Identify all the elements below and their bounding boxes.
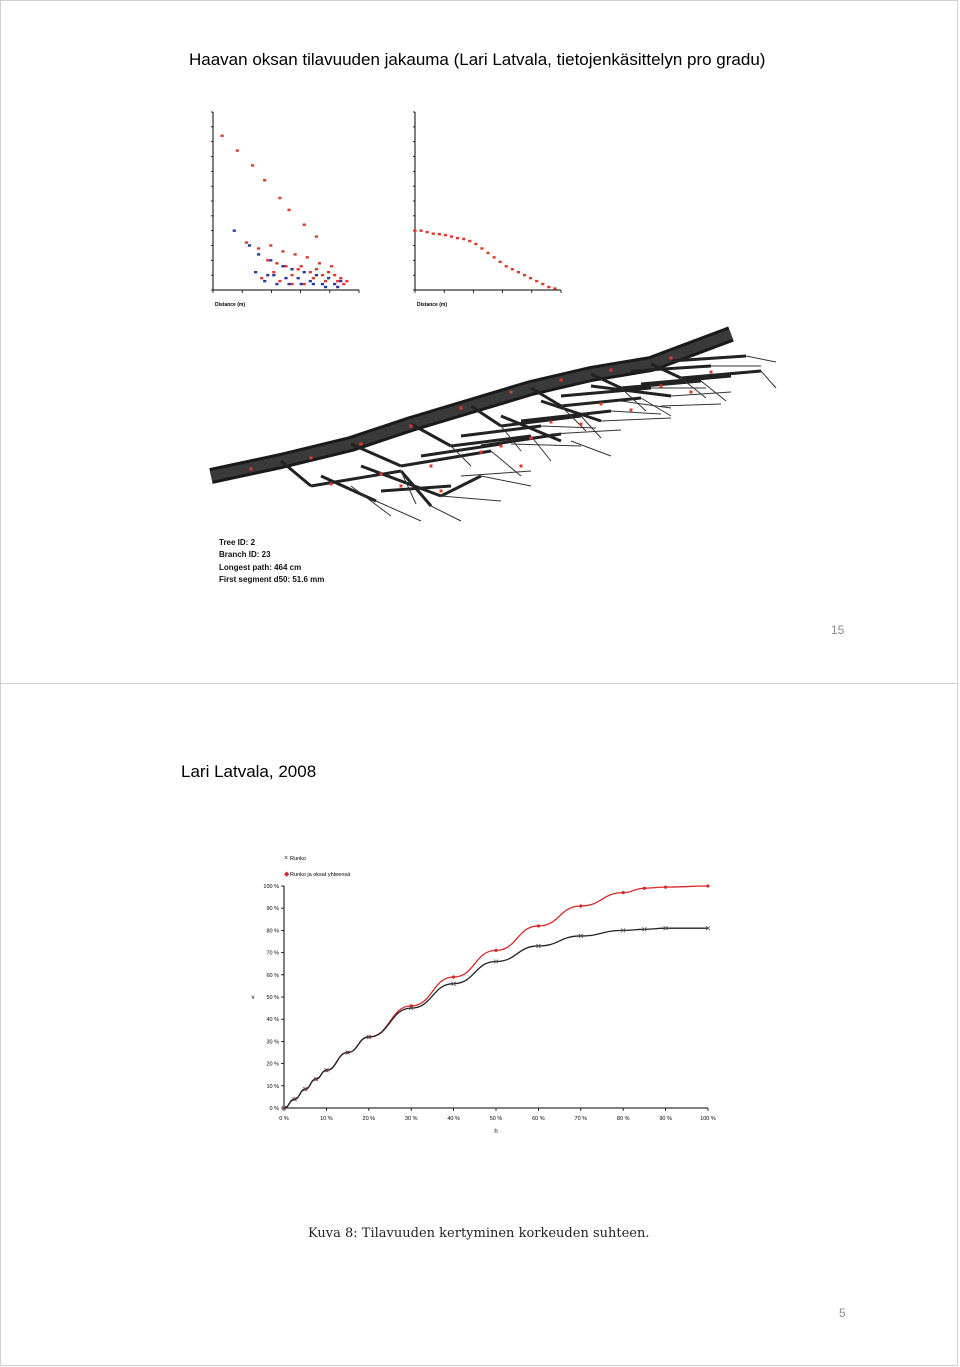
volume-accumulation-chart <box>240 845 730 1145</box>
node-marker <box>670 357 673 360</box>
x-tick-label: 40 % <box>447 1116 460 1122</box>
data-point <box>263 280 266 282</box>
data-point <box>236 149 239 151</box>
data-point <box>327 271 330 273</box>
series-point <box>494 949 497 952</box>
data-point <box>281 250 284 252</box>
slide-title: Lari Latvala, 2008 <box>181 762 317 781</box>
data-point <box>315 274 318 276</box>
data-point <box>492 256 495 258</box>
node-marker <box>580 423 583 426</box>
data-point <box>266 274 269 276</box>
data-point <box>266 259 269 261</box>
data-point <box>462 238 465 240</box>
x-tick-label: 70 % <box>574 1116 588 1122</box>
data-point <box>474 243 477 245</box>
data-point <box>303 271 306 273</box>
data-point <box>517 271 520 273</box>
series-point <box>643 887 646 890</box>
branch-segment <box>351 444 401 466</box>
x-axis-label: h <box>494 1129 498 1135</box>
y-tick-label: 20 % <box>266 1061 279 1068</box>
data-point <box>248 244 251 246</box>
twig <box>431 506 461 521</box>
data-point <box>245 241 248 243</box>
data-point <box>529 277 532 279</box>
twig <box>441 496 501 501</box>
y-tick-label: 90 % <box>266 906 279 913</box>
data-point <box>290 274 293 276</box>
twig <box>571 441 611 456</box>
data-point <box>278 197 281 199</box>
data-point <box>324 286 327 288</box>
y-tick-label: 0 % <box>269 1106 279 1112</box>
data-point <box>297 268 300 270</box>
data-point <box>419 229 422 231</box>
branch-3d-model <box>201 326 781 526</box>
twig <box>531 436 551 461</box>
data-point <box>432 232 435 234</box>
data-point <box>342 283 345 285</box>
twig <box>481 476 531 486</box>
data-point <box>257 253 260 255</box>
y-tick-label: 80 % <box>266 928 279 935</box>
series-line <box>284 928 708 1108</box>
data-point <box>281 265 284 267</box>
data-point <box>269 244 272 246</box>
y-tick-label: 40 % <box>266 1017 279 1024</box>
data-point <box>263 179 266 181</box>
data-point <box>333 274 336 276</box>
y-tick-label: 100 % <box>263 884 279 890</box>
series-line <box>284 886 708 1108</box>
data-point <box>327 277 330 279</box>
data-point <box>260 277 263 279</box>
node-marker <box>460 407 463 410</box>
data-point <box>413 229 416 231</box>
twig <box>621 401 671 408</box>
data-point <box>480 247 483 249</box>
data-point <box>315 235 318 237</box>
node-marker <box>330 483 333 486</box>
x-tick-label: 50 % <box>489 1116 503 1122</box>
node-marker <box>480 451 483 454</box>
data-point <box>300 283 303 285</box>
twig <box>541 426 596 428</box>
data-point <box>456 237 459 239</box>
data-point <box>535 280 538 282</box>
twig <box>701 381 726 401</box>
data-point <box>511 268 514 270</box>
data-point <box>287 283 290 285</box>
branch-diameter-scatter <box>199 106 365 314</box>
data-point <box>438 233 441 235</box>
node-marker <box>430 465 433 468</box>
data-point <box>553 287 556 289</box>
data-point <box>505 265 508 267</box>
data-point <box>233 229 236 231</box>
data-point <box>284 277 287 279</box>
data-point <box>269 259 272 261</box>
figure-caption: Kuva 8: Tilavuuden kertyminen korkeuden suhteen. <box>308 1226 650 1241</box>
twig <box>746 356 776 362</box>
branch-id: Branch ID: 23 <box>219 550 271 560</box>
node-marker <box>410 425 413 428</box>
x-tick-label: 20 % <box>362 1116 376 1122</box>
data-point <box>336 280 339 282</box>
data-point <box>297 277 300 279</box>
series-point <box>622 891 625 894</box>
data-point <box>324 280 327 282</box>
legend-label: Runko <box>290 856 306 862</box>
twig <box>601 418 671 421</box>
x-tick-label: 100 % <box>700 1116 716 1122</box>
data-point <box>339 280 342 282</box>
x-axis-label: Distance (m) <box>215 302 246 308</box>
data-point <box>523 274 526 276</box>
data-point <box>444 234 447 236</box>
data-point <box>312 277 315 279</box>
data-point <box>254 271 257 273</box>
data-point <box>468 240 471 242</box>
y-tick-label: 30 % <box>266 1039 279 1046</box>
legend-marker: × <box>284 855 289 862</box>
data-point <box>426 231 429 233</box>
y-axis-label: v <box>251 995 255 1001</box>
data-point <box>336 286 339 288</box>
series-point <box>706 884 709 887</box>
node-marker <box>660 385 663 388</box>
y-tick-label: 10 % <box>266 1083 279 1090</box>
twig <box>661 404 721 406</box>
twig <box>671 392 731 396</box>
series-point <box>537 924 540 927</box>
slide-title: Haavan oksan tilavuuden jakauma (Lari Latvala, tietojenkäsittelyn pro gradu) <box>189 50 766 69</box>
data-point <box>330 265 333 267</box>
x-tick-label: 10 % <box>320 1116 333 1122</box>
node-marker <box>560 379 563 382</box>
data-point <box>275 283 278 285</box>
data-point <box>486 252 489 254</box>
x-tick-label: 30 % <box>404 1116 418 1122</box>
series-point <box>664 886 667 889</box>
x-tick-label: 80 % <box>616 1116 630 1122</box>
data-point <box>303 224 306 226</box>
data-point <box>278 280 281 282</box>
data-point <box>318 262 321 264</box>
node-marker <box>310 457 313 460</box>
node-marker <box>400 485 403 488</box>
y-tick-label: 60 % <box>266 972 279 979</box>
data-point <box>272 274 275 276</box>
first-segment-d50: First segment d50: 51.6 mm <box>219 575 325 585</box>
series-point <box>579 904 582 907</box>
tree-info-panel <box>219 537 324 587</box>
node-marker <box>250 468 253 471</box>
branch-volume-scatter <box>401 106 567 314</box>
data-point <box>294 253 297 255</box>
tree-id: Tree ID: 2 <box>219 538 256 547</box>
node-marker <box>550 421 553 424</box>
data-point <box>312 283 315 285</box>
node-marker <box>690 391 693 394</box>
data-point <box>300 265 303 267</box>
branch-segment <box>411 424 451 446</box>
data-point <box>321 274 324 276</box>
data-point <box>345 280 348 282</box>
data-point <box>290 283 293 285</box>
page-number: 5 <box>839 1306 846 1320</box>
branch-segment <box>361 466 441 496</box>
data-point <box>272 271 275 273</box>
node-marker <box>360 443 363 446</box>
x-tick-label: 0 % <box>279 1116 289 1122</box>
data-point <box>541 283 544 285</box>
legend-label: Runko ja oksat yhteensä <box>290 872 351 878</box>
legend-marker: ◆ <box>284 871 290 878</box>
data-point <box>547 286 550 288</box>
x-tick-label: 60 % <box>532 1116 545 1122</box>
data-point <box>499 261 502 263</box>
node-marker <box>610 369 613 372</box>
series-point <box>452 975 455 978</box>
data-point <box>251 164 254 166</box>
data-point <box>306 256 309 258</box>
x-axis-label: Distance (m) <box>417 302 448 308</box>
twig <box>511 444 581 446</box>
node-marker <box>530 437 533 440</box>
longest-path: Longest path: 464 cm <box>219 562 302 572</box>
node-marker <box>510 391 513 394</box>
node-marker <box>600 403 603 406</box>
data-point <box>315 268 318 270</box>
node-marker <box>500 445 503 448</box>
data-point <box>290 268 293 270</box>
data-point <box>309 271 312 273</box>
twig <box>611 411 661 414</box>
node-marker <box>630 409 633 412</box>
data-point <box>450 235 453 237</box>
data-point <box>321 283 324 285</box>
data-point <box>275 262 278 264</box>
twig <box>761 371 776 388</box>
data-point <box>287 209 290 211</box>
data-point <box>309 280 312 282</box>
page-number: 15 <box>831 623 845 637</box>
node-marker <box>440 490 443 493</box>
node-marker <box>520 465 523 468</box>
data-point <box>221 135 224 137</box>
x-tick-label: 90 % <box>659 1116 672 1122</box>
node-marker <box>710 371 713 374</box>
data-point <box>339 277 342 279</box>
data-point <box>333 283 336 285</box>
y-tick-label: 70 % <box>266 950 279 957</box>
y-tick-label: 50 % <box>266 995 279 1001</box>
data-point <box>257 247 260 249</box>
slide-15 <box>0 0 958 684</box>
data-point <box>303 283 306 285</box>
node-marker <box>380 473 383 476</box>
data-point <box>284 265 287 267</box>
twig <box>376 501 421 521</box>
